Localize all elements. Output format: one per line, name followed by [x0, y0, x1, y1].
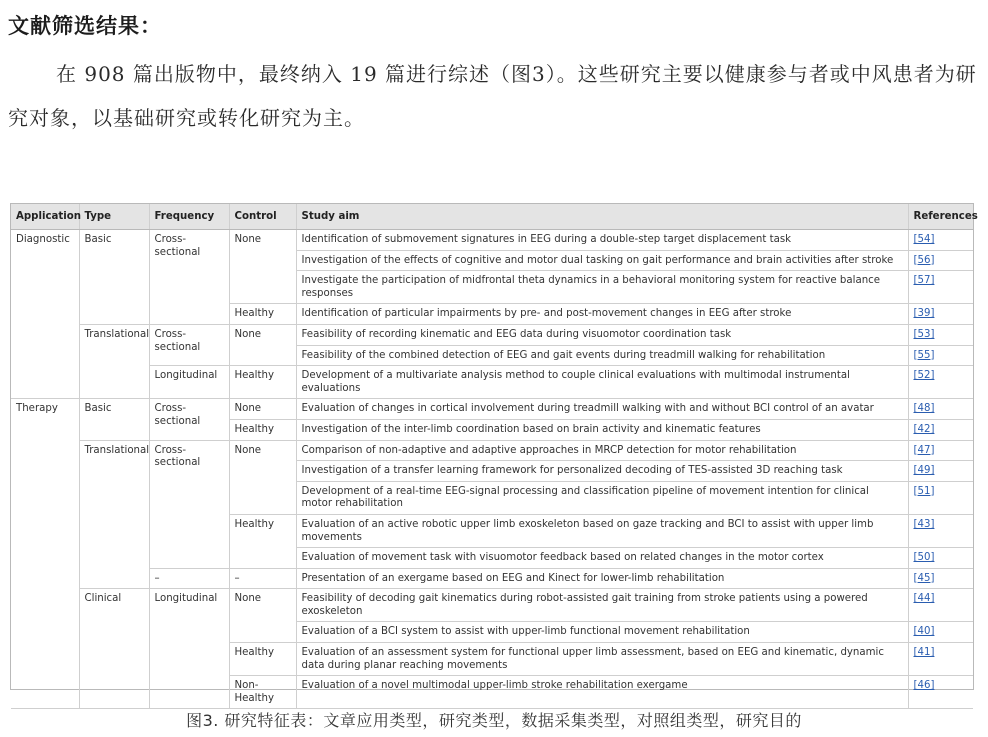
reference-cell: [908, 324, 973, 345]
reference-cell: [908, 622, 973, 643]
study-aim-cell: Evaluation of an assessment system for functional upper limb assessment, based on EEG and kinematic, dynamic data during planar reaching movements: [296, 643, 908, 676]
study-aim-cell: Evaluation of a BCI system to assist with upper-limb functional movement rehabilitation: [296, 622, 908, 643]
control-cell: None: [229, 324, 296, 365]
reference-cell: [908, 481, 973, 514]
reference-link[interactable]: [45]: [913, 572, 935, 584]
reference-link[interactable]: [51]: [913, 485, 935, 497]
header-type: Type: [79, 204, 149, 230]
reference-link[interactable]: [54]: [913, 234, 935, 245]
control-cell: –: [229, 568, 296, 589]
study-aim-cell: Feasibility of decoding gait kinematics during robot-assisted gait training from stroke patients using a powered exoskeleton: [296, 589, 908, 622]
reference-cell: [908, 548, 973, 569]
control-cell: Non-Healthy: [229, 676, 296, 709]
type-cell: Clinical: [79, 589, 149, 709]
reference-link[interactable]: [39]: [913, 308, 935, 320]
table-row: [11, 230, 973, 251]
study-aim-cell: Identification of particular impairments by pre- and post-movement changes in EEG after stroke: [296, 304, 908, 325]
control-cell: Healthy: [229, 514, 296, 568]
reference-link[interactable]: [43]: [913, 518, 935, 530]
reference-link[interactable]: [56]: [913, 254, 935, 266]
header-references: References: [908, 204, 973, 230]
table-row: [11, 399, 973, 420]
study-aim-cell: Presentation of an exergame based on EEG and Kinect for lower-limb rehabilitation: [296, 568, 908, 589]
reference-cell: [908, 461, 973, 482]
table-row: [11, 440, 973, 461]
reference-cell: [908, 514, 973, 547]
type-cell: Basic: [79, 230, 149, 325]
reference-cell: [908, 304, 973, 325]
reference-link[interactable]: [53]: [913, 328, 935, 340]
control-cell: Healthy: [229, 643, 296, 676]
reference-link[interactable]: [40]: [913, 626, 935, 638]
frequency-cell: Cross-sectional: [149, 230, 229, 325]
table-row: [11, 589, 973, 622]
frequency-cell: –: [149, 568, 229, 589]
reference-link[interactable]: [46]: [913, 680, 935, 692]
reference-link[interactable]: [50]: [913, 552, 935, 564]
table-header-row: [11, 204, 973, 230]
frequency-cell: Cross-sectional: [149, 440, 229, 568]
type-cell: Translational: [79, 440, 149, 589]
reference-cell: [908, 399, 973, 420]
reference-cell: [908, 271, 973, 304]
reference-link[interactable]: [44]: [913, 593, 935, 605]
control-cell: None: [229, 230, 296, 304]
frequency-cell: Longitudinal: [149, 366, 229, 399]
study-aim-cell: Feasibility of the combined detection of EEG and gait events during treadmill walking for rehabilitation: [296, 345, 908, 366]
table-row: [11, 366, 973, 399]
study-aim-cell: Identification of submovement signatures in EEG during a double-step target displacement task: [296, 230, 908, 251]
figure-caption: 图3. 研究特征表：文章应用类型，研究类型，数据采集类型，对照组类型，研究目的: [186, 711, 802, 730]
study-aim-cell: Investigation of a transfer learning framework for personalized decoding of TES-assisted 3D reaching task: [296, 461, 908, 482]
header-application: Application: [11, 204, 79, 230]
reference-cell: [908, 676, 973, 709]
application-cell: Diagnostic: [11, 230, 79, 399]
reference-link[interactable]: [47]: [913, 444, 935, 456]
reference-link[interactable]: [52]: [913, 370, 935, 382]
control-cell: None: [229, 440, 296, 514]
study-aim-cell: Evaluation of an active robotic upper limb exoskeleton based on gaze tracking and BCI to assist with upper limb movements: [296, 514, 908, 547]
reference-cell: [908, 440, 973, 461]
reference-link[interactable]: [49]: [913, 465, 935, 477]
header-frequency: Frequency: [149, 204, 229, 230]
reference-link[interactable]: [55]: [913, 349, 935, 361]
study-characteristics-table: [10, 203, 978, 704]
reference-cell: [908, 643, 973, 676]
table-row: [11, 568, 973, 589]
study-aim-cell: Evaluation of a novel multimodal upper-limb stroke rehabilitation exergame: [296, 676, 908, 709]
study-aim-cell: Development of a real-time EEG-signal processing and classification pipeline of movement intention for clinical motor rehabilitation: [296, 481, 908, 514]
control-cell: Healthy: [229, 419, 296, 440]
study-aim-cell: Investigate the participation of midfrontal theta dynamics in a behavioral monitoring system for reactive balance responses: [296, 271, 908, 304]
study-aim-cell: Investigation of the inter-limb coordination based on brain activity and kinematic features: [296, 419, 908, 440]
study-aim-cell: Evaluation of changes in cortical involvement during treadmill walking with and without BCI control of an avatar: [296, 399, 908, 420]
study-aim-cell: Development of a multivariate analysis method to couple clinical evaluations with multimodal instrumental evaluations: [296, 366, 908, 399]
reference-link[interactable]: [48]: [913, 403, 935, 415]
header-study-aim: Study aim: [296, 204, 908, 230]
table-row: [11, 324, 973, 345]
reference-cell: [908, 250, 973, 271]
study-aim-cell: Investigation of the effects of cognitive and motor dual tasking on gait performance and brain activities after stroke: [296, 250, 908, 271]
control-cell: None: [229, 589, 296, 643]
frequency-cell: Cross-sectional: [149, 399, 229, 440]
reference-cell: [908, 345, 973, 366]
control-cell: None: [229, 399, 296, 420]
study-aim-cell: Feasibility of recording kinematic and EEG data during visuomotor coordination task: [296, 324, 908, 345]
section-heading: 文献筛选结果：: [8, 14, 162, 38]
summary-paragraph: 在 908 篇出版物中，最终纳入 19 篇进行综述（图3）。这些研究主要以健康参与者或中风患者为研究对象，以基础研究或转化研究为主。: [8, 62, 977, 130]
reference-cell: [908, 230, 973, 251]
reference-cell: [908, 366, 973, 399]
study-aim-cell: Evaluation of movement task with visuomotor feedback based on related changes in the motor cortex: [296, 548, 908, 569]
control-cell: Healthy: [229, 366, 296, 399]
study-aim-cell: Comparison of non-adaptive and adaptive approaches in MRCP detection for motor rehabilitation: [296, 440, 908, 461]
type-cell: Translational: [79, 324, 149, 398]
frequency-cell: Cross-sectional: [149, 324, 229, 365]
frequency-cell: Longitudinal: [149, 589, 229, 709]
reference-cell: [908, 589, 973, 622]
reference-cell: [908, 419, 973, 440]
type-cell: Basic: [79, 399, 149, 440]
control-cell: Healthy: [229, 304, 296, 325]
header-control: Control: [229, 204, 296, 230]
application-cell: Therapy: [11, 399, 79, 709]
reference-link[interactable]: [42]: [913, 423, 935, 435]
reference-cell: [908, 568, 973, 589]
reference-link[interactable]: [41]: [913, 647, 935, 659]
reference-link[interactable]: [57]: [913, 275, 935, 287]
